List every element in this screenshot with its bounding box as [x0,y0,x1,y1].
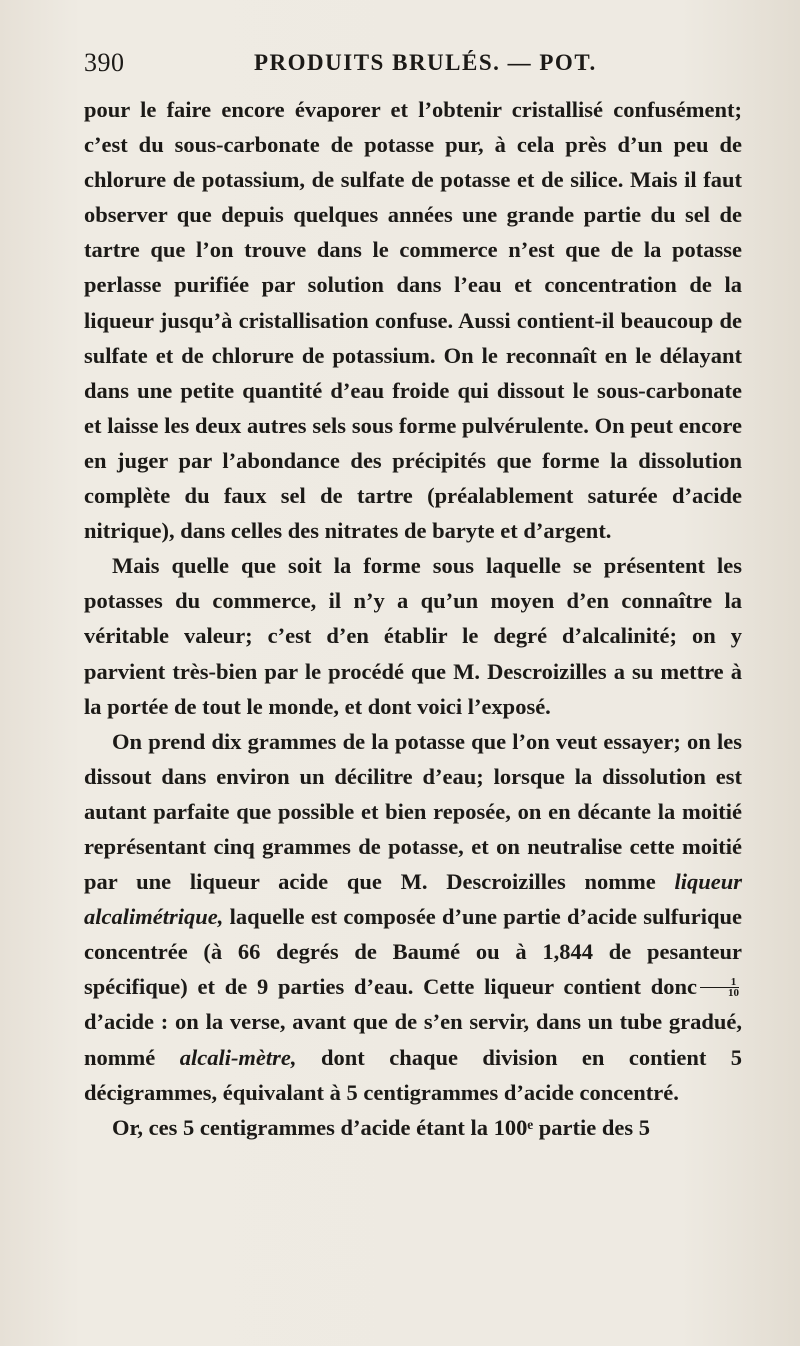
paragraph-4: Or, ces 5 centigrammes d’acide étant la 100ᵉ partie des 5 [112,1114,651,1140]
paragraph-3 [84,724,742,1110]
term-alcali-metre: alcali-mètre, [179,1044,297,1070]
paragraph-3-part-c: d’acide : on la verse, avant que de s’en servir, dans un tube gradué, nommé [84,1009,742,1070]
paragraph-3-part-b: laquelle est composée d’une partie d’acide sulfurique concentrée (à 66 degrés de Baumé ou à 1,844 de pesanteur spécifique) et de 9 parties d’eau. Cette liqueur contient donc [84,904,742,1000]
fraction-denominator: 10 [728,986,739,999]
page-number: 390 [84,48,125,77]
running-head: PRODUITS BRULÉS. — POT. [254,50,597,75]
term-liqueur-alcalimetrique: liqueur alcalimétrique, [84,869,742,930]
paragraph-2: Mais quelle que soit la forme sous laquelle se présentent les potasses du commerce, il n’y a qu’un moyen d’en connaître la véritable valeur; c’est d’en établir le degré d’alcalinité; on y parvient très-bien par le procédé que M. Descroizilles a su mettre à la portée de tout le monde, et dont voici l’exposé. [84,553,742,719]
fraction-one-tenth [700,977,739,998]
body-text [84,92,742,1145]
paragraph-3-part-d: dont chaque division en contient 5 décigrammes, équivalant à 5 centigrammes d’acide concentré. [84,1044,743,1105]
paragraph-1: pour le faire encore évaporer et l’obtenir cristallisé confusément; c’est du sous-carbonate de potasse pur, à cela près d’un peu de chlorure de potassium, de sulfate de potasse et de silice. Mais il faut observer que depuis quelques années une grande partie du sel de tartre que l’on trouve dans le commerce n’est que de la potasse perlasse purifiée par solution dans l’eau et concentration de la liqueur jusqu’à cristallisation confuse. Aussi contient-il beaucoup de sulfate et de chlorure de potassium. On le reconnaît en le délayant dans une petite quantité d’eau froide qui dissout le sous-carbonate et laisse les deux autres sels sous forme pulvérulente. On peut encore en juger par l’abondance des précipités que forme la dissolution complète du faux sel de tartre (préalablement saturée d’acide nitrique), dans celles des nitrates de baryte et d’argent. [84,97,742,544]
paragraph-3-part-a: On prend dix grammes de la potasse que l’on veut essayer; on les dissout dans environ un décilitre d’eau; lorsque la dissolution est autant parfaite que possible et bien reposée, on en décante la moitié représentant cinq grammes de potasse, et on neutralise cette moitié par une liqueur acide que M. Descroizilles nomme [84,728,742,895]
page-header [84,48,744,84]
fraction-numerator: 1 [700,977,739,988]
